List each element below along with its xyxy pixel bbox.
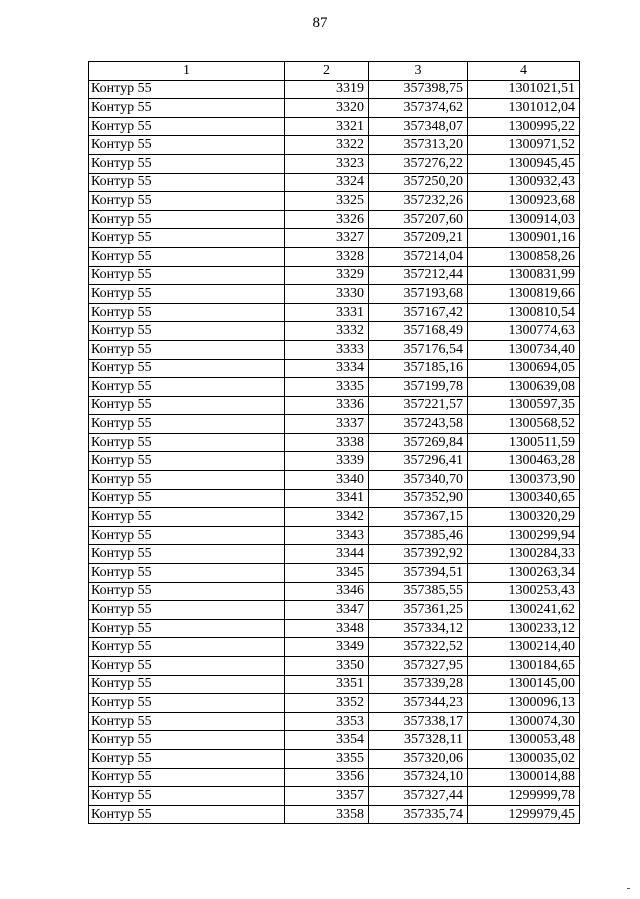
x-coordinate-cell: 357339,28 (369, 675, 468, 694)
x-coordinate-cell: 357385,46 (369, 526, 468, 545)
point-number-cell: 3340 (285, 471, 369, 490)
table-row (89, 787, 580, 806)
point-number-cell: 3336 (285, 396, 369, 415)
table-row (89, 526, 580, 545)
table-row (89, 359, 580, 378)
contour-name-cell: Контур 55 (89, 675, 285, 694)
y-coordinate-cell: 1300831,99 (468, 266, 580, 285)
contour-name-cell: Контур 55 (89, 210, 285, 229)
table-row (89, 657, 580, 676)
table-row (89, 768, 580, 787)
x-coordinate-cell: 357193,68 (369, 285, 468, 304)
table-row (89, 247, 580, 266)
table-row (89, 192, 580, 211)
x-coordinate-cell: 357361,25 (369, 601, 468, 620)
x-coordinate-cell: 357176,54 (369, 340, 468, 359)
contour-name-cell: Контур 55 (89, 768, 285, 787)
contour-name-cell: Контур 55 (89, 173, 285, 192)
contour-name-cell: Контур 55 (89, 192, 285, 211)
contour-name-cell: Контур 55 (89, 340, 285, 359)
point-number-cell: 3354 (285, 731, 369, 750)
point-number-cell: 3351 (285, 675, 369, 694)
point-number-cell: 3322 (285, 136, 369, 155)
x-coordinate-cell: 357212,44 (369, 266, 468, 285)
point-number-cell: 3329 (285, 266, 369, 285)
table-row (89, 489, 580, 508)
contour-name-cell: Контур 55 (89, 712, 285, 731)
table-body (89, 80, 580, 824)
contour-name-cell: Контур 55 (89, 489, 285, 508)
y-coordinate-cell: 1300511,59 (468, 433, 580, 452)
table-row (89, 749, 580, 768)
y-coordinate-cell: 1300463,28 (468, 452, 580, 471)
point-number-cell: 3335 (285, 378, 369, 397)
y-coordinate-cell: 1300340,65 (468, 489, 580, 508)
y-coordinate-cell: 1300145,00 (468, 675, 580, 694)
point-number-cell: 3326 (285, 210, 369, 229)
y-coordinate-cell: 1300241,62 (468, 601, 580, 620)
contour-name-cell: Контур 55 (89, 731, 285, 750)
contour-name-cell: Контур 55 (89, 582, 285, 601)
table-row (89, 601, 580, 620)
page-number: 87 (312, 15, 328, 31)
contour-name-cell: Контур 55 (89, 117, 285, 136)
x-coordinate-cell: 357296,41 (369, 452, 468, 471)
table-row (89, 712, 580, 731)
table-row (89, 471, 580, 490)
contour-name-cell: Контур 55 (89, 99, 285, 118)
y-coordinate-cell: 1300639,08 (468, 378, 580, 397)
x-coordinate-cell: 357209,21 (369, 229, 468, 248)
x-coordinate-cell: 357367,15 (369, 508, 468, 527)
x-coordinate-cell: 357167,42 (369, 303, 468, 322)
point-number-cell: 3334 (285, 359, 369, 378)
contour-name-cell: Контур 55 (89, 247, 285, 266)
contour-name-cell: Контур 55 (89, 359, 285, 378)
contour-name-cell: Контур 55 (89, 787, 285, 806)
point-number-cell: 3330 (285, 285, 369, 304)
x-coordinate-cell: 357221,57 (369, 396, 468, 415)
y-coordinate-cell: 1300810,54 (468, 303, 580, 322)
table-row (89, 266, 580, 285)
y-coordinate-cell: 1300284,33 (468, 545, 580, 564)
table-row (89, 378, 580, 397)
point-number-cell: 3358 (285, 805, 369, 824)
point-number-cell: 3323 (285, 154, 369, 173)
x-coordinate-cell: 357313,20 (369, 136, 468, 155)
point-number-cell: 3344 (285, 545, 369, 564)
x-coordinate-cell: 357344,23 (369, 694, 468, 713)
table-row (89, 340, 580, 359)
table-row (89, 285, 580, 304)
point-number-cell: 3353 (285, 712, 369, 731)
contour-name-cell: Контур 55 (89, 657, 285, 676)
table-row (89, 582, 580, 601)
table-row (89, 545, 580, 564)
y-coordinate-cell: 1300819,66 (468, 285, 580, 304)
contour-name-cell: Контур 55 (89, 508, 285, 527)
point-number-cell: 3341 (285, 489, 369, 508)
x-coordinate-cell: 357320,06 (369, 749, 468, 768)
y-coordinate-cell: 1300568,52 (468, 415, 580, 434)
contour-name-cell: Контур 55 (89, 396, 285, 415)
table-row (89, 731, 580, 750)
contour-name-cell: Контур 55 (89, 285, 285, 304)
table-row (89, 564, 580, 583)
table-row (89, 117, 580, 136)
contour-name-cell: Контур 55 (89, 378, 285, 397)
contour-name-cell: Контур 55 (89, 545, 285, 564)
x-coordinate-cell: 357334,12 (369, 619, 468, 638)
contour-name-cell: Контур 55 (89, 154, 285, 173)
y-coordinate-cell: 1301012,04 (468, 99, 580, 118)
y-coordinate-cell: 1300923,68 (468, 192, 580, 211)
y-coordinate-cell: 1300995,22 (468, 117, 580, 136)
y-coordinate-cell: 1300373,90 (468, 471, 580, 490)
x-coordinate-cell: 357232,26 (369, 192, 468, 211)
x-coordinate-cell: 357348,07 (369, 117, 468, 136)
point-number-cell: 3350 (285, 657, 369, 676)
point-number-cell: 3343 (285, 526, 369, 545)
y-coordinate-cell: 1300320,29 (468, 508, 580, 527)
point-number-cell: 3333 (285, 340, 369, 359)
point-number-cell: 3325 (285, 192, 369, 211)
x-coordinate-cell: 357243,58 (369, 415, 468, 434)
contour-name-cell: Контур 55 (89, 749, 285, 768)
x-coordinate-cell: 357392,92 (369, 545, 468, 564)
y-coordinate-cell: 1300184,65 (468, 657, 580, 676)
table-row (89, 210, 580, 229)
table-row (89, 136, 580, 155)
table-row (89, 80, 580, 99)
y-coordinate-cell: 1300035,02 (468, 749, 580, 768)
x-coordinate-cell: 357185,16 (369, 359, 468, 378)
x-coordinate-cell: 357394,51 (369, 564, 468, 583)
table-row (89, 173, 580, 192)
y-coordinate-cell: 1300774,63 (468, 322, 580, 341)
point-number-cell: 3327 (285, 229, 369, 248)
point-number-cell: 3356 (285, 768, 369, 787)
column-header-2: 2 (285, 62, 369, 81)
y-coordinate-cell: 1300945,45 (468, 154, 580, 173)
column-header-1: 1 (89, 62, 285, 81)
contour-name-cell: Контур 55 (89, 471, 285, 490)
contour-name-cell: Контур 55 (89, 564, 285, 583)
table-row (89, 638, 580, 657)
table-row (89, 396, 580, 415)
point-number-cell: 3342 (285, 508, 369, 527)
x-coordinate-cell: 357276,22 (369, 154, 468, 173)
contour-name-cell: Контур 55 (89, 638, 285, 657)
contour-name-cell: Контур 55 (89, 415, 285, 434)
contour-name-cell: Контур 55 (89, 136, 285, 155)
table-header-row (89, 62, 580, 81)
table-row (89, 415, 580, 434)
point-number-cell: 3352 (285, 694, 369, 713)
table-row (89, 694, 580, 713)
y-coordinate-cell: 1300971,52 (468, 136, 580, 155)
point-number-cell: 3321 (285, 117, 369, 136)
table-row (89, 675, 580, 694)
x-coordinate-cell: 357335,74 (369, 805, 468, 824)
column-header-3: 3 (369, 62, 468, 81)
y-coordinate-cell: 1300263,34 (468, 564, 580, 583)
y-coordinate-cell: 1300053,48 (468, 731, 580, 750)
x-coordinate-cell: 357214,04 (369, 247, 468, 266)
table-row (89, 322, 580, 341)
table-row (89, 99, 580, 118)
table-row (89, 229, 580, 248)
x-coordinate-cell: 357398,75 (369, 80, 468, 99)
point-number-cell: 3337 (285, 415, 369, 434)
x-coordinate-cell: 357385,55 (369, 582, 468, 601)
table-row (89, 805, 580, 824)
contour-name-cell: Контур 55 (89, 80, 285, 99)
contour-name-cell: Контур 55 (89, 303, 285, 322)
x-coordinate-cell: 357324,10 (369, 768, 468, 787)
x-coordinate-cell: 357168,49 (369, 322, 468, 341)
x-coordinate-cell: 357327,44 (369, 787, 468, 806)
y-coordinate-cell: 1299999,78 (468, 787, 580, 806)
y-coordinate-cell: 1300096,13 (468, 694, 580, 713)
x-coordinate-cell: 357250,20 (369, 173, 468, 192)
point-number-cell: 3339 (285, 452, 369, 471)
point-number-cell: 3331 (285, 303, 369, 322)
point-number-cell: 3348 (285, 619, 369, 638)
point-number-cell: 3328 (285, 247, 369, 266)
y-coordinate-cell: 1300253,43 (468, 582, 580, 601)
x-coordinate-cell: 357328,11 (369, 731, 468, 750)
point-number-cell: 3355 (285, 749, 369, 768)
x-coordinate-cell: 357269,84 (369, 433, 468, 452)
table-row (89, 433, 580, 452)
x-coordinate-cell: 357327,95 (369, 657, 468, 676)
point-number-cell: 3332 (285, 322, 369, 341)
point-number-cell: 3349 (285, 638, 369, 657)
x-coordinate-cell: 357340,70 (369, 471, 468, 490)
y-coordinate-cell: 1300901,16 (468, 229, 580, 248)
contour-name-cell: Контур 55 (89, 601, 285, 620)
point-number-cell: 3320 (285, 99, 369, 118)
table-row (89, 619, 580, 638)
y-coordinate-cell: 1300074,30 (468, 712, 580, 731)
y-coordinate-cell: 1300299,94 (468, 526, 580, 545)
y-coordinate-cell: 1300694,05 (468, 359, 580, 378)
point-number-cell: 3345 (285, 564, 369, 583)
table-row (89, 303, 580, 322)
scan-mark (627, 888, 630, 889)
table-row (89, 154, 580, 173)
y-coordinate-cell: 1300597,35 (468, 396, 580, 415)
table-row (89, 452, 580, 471)
y-coordinate-cell: 1300014,88 (468, 768, 580, 787)
y-coordinate-cell: 1300734,40 (468, 340, 580, 359)
x-coordinate-cell: 357338,17 (369, 712, 468, 731)
contour-name-cell: Контур 55 (89, 322, 285, 341)
y-coordinate-cell: 1300233,12 (468, 619, 580, 638)
coordinates-table (88, 61, 580, 824)
point-number-cell: 3347 (285, 601, 369, 620)
point-number-cell: 3338 (285, 433, 369, 452)
point-number-cell: 3319 (285, 80, 369, 99)
point-number-cell: 3357 (285, 787, 369, 806)
contour-name-cell: Контур 55 (89, 526, 285, 545)
y-coordinate-cell: 1300932,43 (468, 173, 580, 192)
x-coordinate-cell: 357352,90 (369, 489, 468, 508)
y-coordinate-cell: 1300914,03 (468, 210, 580, 229)
x-coordinate-cell: 357207,60 (369, 210, 468, 229)
x-coordinate-cell: 357322,52 (369, 638, 468, 657)
contour-name-cell: Контур 55 (89, 805, 285, 824)
contour-name-cell: Контур 55 (89, 433, 285, 452)
point-number-cell: 3324 (285, 173, 369, 192)
table-row (89, 508, 580, 527)
contour-name-cell: Контур 55 (89, 694, 285, 713)
column-header-4: 4 (468, 62, 580, 81)
y-coordinate-cell: 1300214,40 (468, 638, 580, 657)
contour-name-cell: Контур 55 (89, 452, 285, 471)
y-coordinate-cell: 1299979,45 (468, 805, 580, 824)
x-coordinate-cell: 357199,78 (369, 378, 468, 397)
contour-name-cell: Контур 55 (89, 229, 285, 248)
point-number-cell: 3346 (285, 582, 369, 601)
y-coordinate-cell: 1301021,51 (468, 80, 580, 99)
contour-name-cell: Контур 55 (89, 619, 285, 638)
contour-name-cell: Контур 55 (89, 266, 285, 285)
y-coordinate-cell: 1300858,26 (468, 247, 580, 266)
x-coordinate-cell: 357374,62 (369, 99, 468, 118)
